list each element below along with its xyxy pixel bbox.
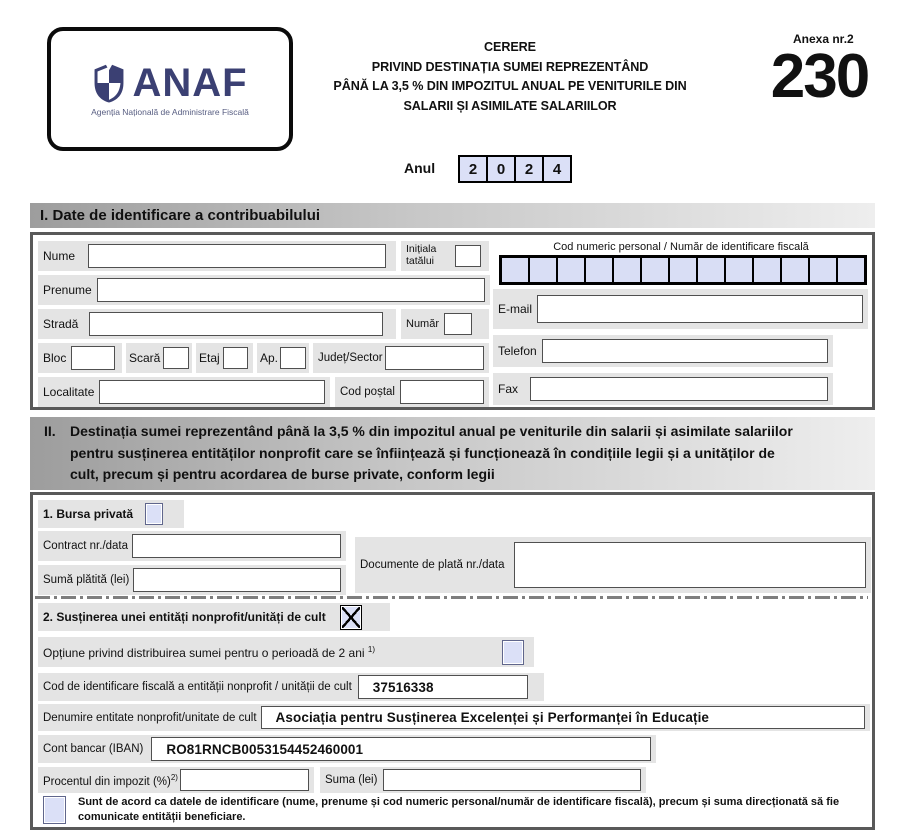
bloc-label: Bloc — [43, 351, 67, 365]
year-digit-cell[interactable]: 4 — [542, 155, 572, 183]
acord-text: Sunt de acord ca datele de identificare (nume, prenume și cod numeric personal/număr de identificare fiscală), precum și suma direcționată să fie comunicate entității beneficiare. — [78, 796, 840, 823]
bursa-checkbox[interactable] — [145, 503, 163, 525]
section2-numeral: II. — [44, 423, 56, 439]
email-field — [493, 289, 868, 329]
cnp-cell[interactable] — [614, 258, 640, 282]
anaf-logo — [47, 27, 293, 151]
etaj-input[interactable] — [223, 347, 248, 369]
scara-label: Scară — [129, 351, 161, 365]
suma-platita-input[interactable] — [133, 568, 341, 592]
ap-label: Ap. — [260, 351, 279, 365]
form-title-line3: PÂNĂ LA 3,5 % DIN IMPOZITUL ANUAL PE VENITURILE DIN — [333, 79, 687, 94]
ap-field — [257, 343, 309, 373]
numar-field — [401, 309, 489, 339]
cnp-cell[interactable] — [642, 258, 668, 282]
year-digit-cell[interactable]: 2 — [458, 155, 488, 183]
suma-input[interactable] — [383, 769, 641, 791]
localitate-label: Localitate — [43, 385, 95, 399]
year-digit-cell[interactable]: 0 — [486, 155, 516, 183]
cnp-cell[interactable] — [698, 258, 724, 282]
iban-field — [38, 735, 656, 763]
form-title-line2: PRIVIND DESTINAȚIA SUMEI REPREZENTÂND — [371, 59, 649, 74]
iban-input[interactable]: RO81RNCB0053154452460001 — [151, 737, 651, 761]
section1-header: I. Date de identificare a contribuabilului — [30, 203, 875, 228]
optiune-field — [38, 637, 534, 667]
fax-field — [493, 373, 833, 405]
cnp-cell[interactable] — [782, 258, 808, 282]
cnp-cell[interactable] — [586, 258, 612, 282]
ap-input[interactable] — [280, 347, 306, 369]
procent-label: Procentul din impozit (%)$^{2)}$ — [43, 772, 178, 788]
anaf-logo-subtitle: Agenția Națională de Administrare Fiscală — [91, 106, 249, 117]
cnp-cell[interactable] — [558, 258, 584, 282]
etaj-field — [196, 343, 253, 373]
judet-field — [313, 343, 489, 373]
cnp-label: Cod numeric personal / Număr de identificare fiscală — [553, 241, 809, 253]
strada-input[interactable] — [89, 312, 383, 336]
sustinere-checkbox[interactable] — [340, 605, 362, 630]
documente-label: Documente de plată nr./data — [360, 558, 505, 571]
cif-input[interactable]: 37516338 — [358, 675, 528, 699]
annex-label: Anexa nr.2 — [793, 32, 854, 46]
nume-label: Nume — [43, 249, 76, 263]
judet-input[interactable] — [385, 346, 484, 370]
nume-field — [38, 241, 396, 271]
contract-label: Contract nr./data — [43, 540, 129, 552]
initiala-field — [401, 241, 489, 271]
initiala-label: Inițiala tatălui — [406, 243, 437, 267]
acord-checkbox[interactable] — [43, 796, 66, 824]
telefon-label: Telefon — [498, 344, 537, 358]
scara-field — [126, 343, 192, 373]
prenume-input[interactable] — [97, 278, 485, 302]
email-label: E-mail — [498, 302, 533, 316]
numar-input[interactable] — [444, 313, 472, 335]
section2-header-line3: cult, precum și pentru acordarea de burse private, conform legii — [70, 466, 495, 483]
section-divider — [35, 596, 868, 599]
telefon-input[interactable] — [542, 339, 828, 363]
bursa-label: 1. Bursa privată — [43, 507, 134, 521]
section2-header — [30, 417, 875, 490]
cif-label: Cod de identificare fiscală a entității nonprofit / unității de cult — [43, 681, 352, 693]
section2-header-line1: Destinația sumei reprezentând până la 3,5 % din impozitul anual pe veniturile din salarii și asimilate salariilor — [70, 423, 793, 439]
anaf-logo-text: ANAF — [132, 60, 248, 105]
cnp-cell[interactable] — [726, 258, 752, 282]
optiune-label: Opțiune privind distribuirea sumei pentru o perioadă de 2 ani $^{1)}$ — [43, 644, 375, 660]
optiune-footnote: 1) — [367, 644, 375, 654]
year-digit-cell[interactable]: 2 — [514, 155, 544, 183]
form-title-line1: CERERE — [484, 40, 536, 54]
cnp-cell[interactable] — [530, 258, 556, 282]
sustinere-label: 2. Susținerea unei entități nonprofit/unități de cult — [43, 610, 326, 624]
suma-field — [320, 767, 646, 793]
contract-field — [38, 531, 346, 561]
suma-label: Suma (lei) — [325, 774, 378, 786]
cnp-grid[interactable] — [499, 255, 867, 285]
contract-input[interactable] — [132, 534, 341, 558]
sustinere-field — [38, 603, 390, 631]
cod-postal-label: Cod poștal — [340, 386, 395, 398]
strada-field — [38, 309, 396, 339]
fax-input[interactable] — [530, 377, 828, 401]
denumire-input[interactable]: Asociația pentru Susținerea Excelenței și Performanței în Educație — [261, 706, 865, 729]
procent-field — [38, 767, 314, 793]
strada-label: Stradă — [43, 317, 79, 331]
cnp-cell[interactable] — [670, 258, 696, 282]
acord-field — [38, 795, 868, 825]
suma-platita-field — [38, 565, 346, 595]
nume-input[interactable] — [88, 244, 386, 268]
optiune-checkbox[interactable] — [502, 640, 524, 665]
prenume-field — [38, 275, 490, 305]
bursa-field — [38, 500, 184, 528]
scara-input[interactable] — [163, 347, 189, 369]
section2-header-line2: pentru susținerea entităților nonprofit care se înființează și funcționează în condițiile legii și a unităților de — [70, 444, 775, 461]
cnp-cell[interactable] — [838, 258, 864, 282]
cnp-cell[interactable] — [810, 258, 836, 282]
iban-label: Cont bancar (IBAN) — [43, 743, 144, 755]
etaj-label: Etaj — [199, 351, 220, 365]
form-number: 230 — [770, 42, 869, 111]
judet-label: Județ/Sector — [318, 352, 383, 364]
year-label: Anul — [404, 160, 436, 176]
bloc-input[interactable] — [71, 346, 115, 370]
email-input[interactable] — [537, 295, 863, 323]
section2-box — [30, 492, 875, 830]
procent-footnote: 2) — [170, 772, 178, 782]
year-boxes[interactable] — [458, 155, 572, 183]
bloc-field — [38, 343, 122, 373]
localitate-field — [38, 377, 330, 407]
form-title — [295, 38, 725, 116]
cnp-cell[interactable] — [502, 258, 528, 282]
cod-postal-input[interactable] — [400, 380, 484, 404]
documente-input[interactable] — [514, 542, 866, 588]
section1-box — [30, 232, 875, 410]
procent-input[interactable] — [180, 769, 309, 791]
documente-field — [355, 537, 871, 593]
form-title-line4: SALARII ȘI ASIMILATE SALARIILOR — [403, 98, 617, 113]
localitate-input[interactable] — [99, 380, 325, 404]
anaf-shield-icon — [92, 62, 126, 104]
denumire-label: Denumire entitate nonprofit/unitate de cult — [43, 711, 257, 724]
initiala-input[interactable] — [455, 245, 481, 267]
prenume-label: Prenume — [43, 283, 92, 297]
telefon-field — [493, 335, 833, 367]
cif-field — [38, 673, 544, 701]
fax-label: Fax — [498, 382, 519, 396]
cod-postal-field — [335, 377, 489, 407]
numar-label: Număr — [406, 318, 440, 330]
cnp-cell[interactable] — [754, 258, 780, 282]
suma-platita-label: Sumă plătită (lei) — [43, 574, 130, 586]
denumire-field — [38, 704, 870, 731]
